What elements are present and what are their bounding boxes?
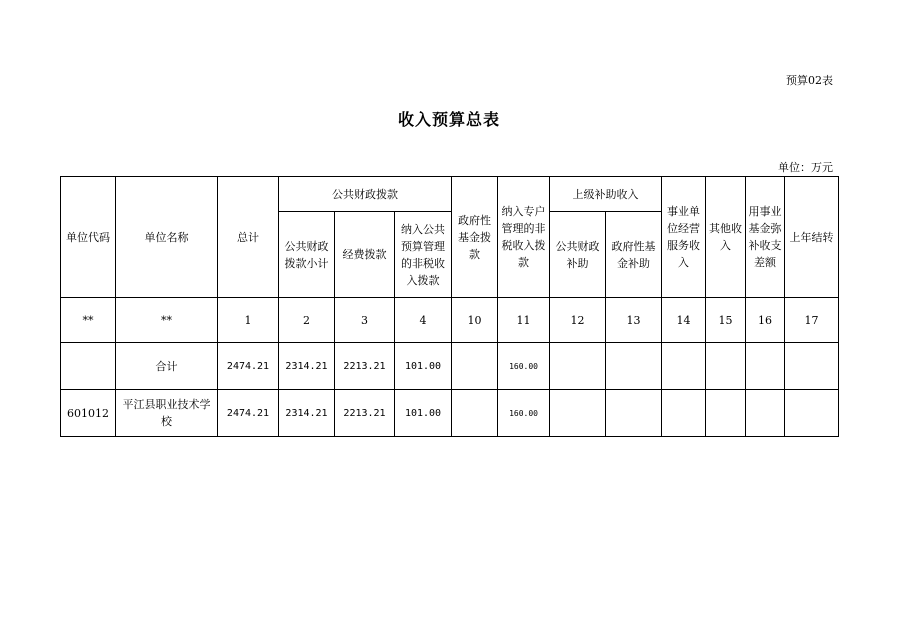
header-public-finance-group: 公共财政拨款 xyxy=(279,177,452,212)
seq-cell: ** xyxy=(61,298,116,343)
header-superior-subsidy-group: 上级补助收入 xyxy=(550,177,662,212)
seq-cell: 4 xyxy=(395,298,452,343)
seq-cell: ** xyxy=(116,298,218,343)
income-budget-table xyxy=(60,176,839,437)
header-unit-code: 单位代码 xyxy=(61,177,116,298)
nontax-cell: 101.00 xyxy=(395,343,452,390)
seq-cell: 13 xyxy=(606,298,662,343)
seq-cell: 15 xyxy=(706,298,746,343)
expense-cell: 2213.21 xyxy=(335,390,395,437)
empty-cell xyxy=(662,390,706,437)
seq-cell: 17 xyxy=(785,298,839,343)
header-special-nontax: 纳入专户管理的非税收入拨款 xyxy=(498,177,550,298)
gov-fund-cell xyxy=(452,343,498,390)
header-public-finance-subsidy: 公共财政补助 xyxy=(550,212,606,298)
header-unit-name: 单位名称 xyxy=(116,177,218,298)
unit-name-cell: 平江县职业技术学校 xyxy=(116,390,218,437)
header-other-income: 其他收入 xyxy=(706,177,746,298)
seq-cell: 14 xyxy=(662,298,706,343)
empty-cell xyxy=(746,343,785,390)
unit-label: 单位：万元 xyxy=(778,161,833,174)
total-cell: 2474.21 xyxy=(218,343,279,390)
header-gov-fund-subsidy: 政府性基金补助 xyxy=(606,212,662,298)
unit-code-cell xyxy=(61,343,116,390)
subtotal-cell: 2314.21 xyxy=(279,390,335,437)
empty-cell xyxy=(550,343,606,390)
header-service-income: 事业单位经营服务收入 xyxy=(662,177,706,298)
header-carryover: 上年结转 xyxy=(785,177,839,298)
empty-cell xyxy=(785,390,839,437)
seq-cell: 11 xyxy=(498,298,550,343)
unit-code-cell: 601012 xyxy=(61,390,116,437)
expense-cell: 2213.21 xyxy=(335,343,395,390)
seq-cell: 3 xyxy=(335,298,395,343)
special-nontax-cell: 160.00 xyxy=(498,343,550,390)
form-number: 预算02表 xyxy=(786,74,833,87)
seq-cell: 12 xyxy=(550,298,606,343)
empty-cell xyxy=(706,343,746,390)
empty-cell xyxy=(746,390,785,437)
subtotal-cell: 2314.21 xyxy=(279,343,335,390)
header-gov-fund: 政府性基金拨款 xyxy=(452,177,498,298)
header-public-finance-subtotal: 公共财政拨款小计 xyxy=(279,212,335,298)
page-title: 收入预算总表 xyxy=(397,110,500,129)
header-expense-allocation: 经费拨款 xyxy=(335,212,395,298)
header-nontax-budget: 纳入公共预算管理的非税收入拨款 xyxy=(395,212,452,298)
nontax-cell: 101.00 xyxy=(395,390,452,437)
empty-cell xyxy=(785,343,839,390)
empty-cell xyxy=(706,390,746,437)
empty-cell xyxy=(606,390,662,437)
seq-cell: 1 xyxy=(218,298,279,343)
gov-fund-cell xyxy=(452,390,498,437)
seq-cell: 16 xyxy=(746,298,785,343)
seq-cell: 10 xyxy=(452,298,498,343)
header-total: 总计 xyxy=(218,177,279,298)
table-row xyxy=(61,343,839,390)
header-fund-balance: 用事业基金弥补收支差额 xyxy=(746,177,785,298)
empty-cell xyxy=(550,390,606,437)
empty-cell xyxy=(662,343,706,390)
unit-name-cell: 合计 xyxy=(116,343,218,390)
special-nontax-cell: 160.00 xyxy=(498,390,550,437)
seq-cell: 2 xyxy=(279,298,335,343)
table-row xyxy=(61,390,839,437)
sequence-row xyxy=(61,298,839,343)
total-cell: 2474.21 xyxy=(218,390,279,437)
empty-cell xyxy=(606,343,662,390)
